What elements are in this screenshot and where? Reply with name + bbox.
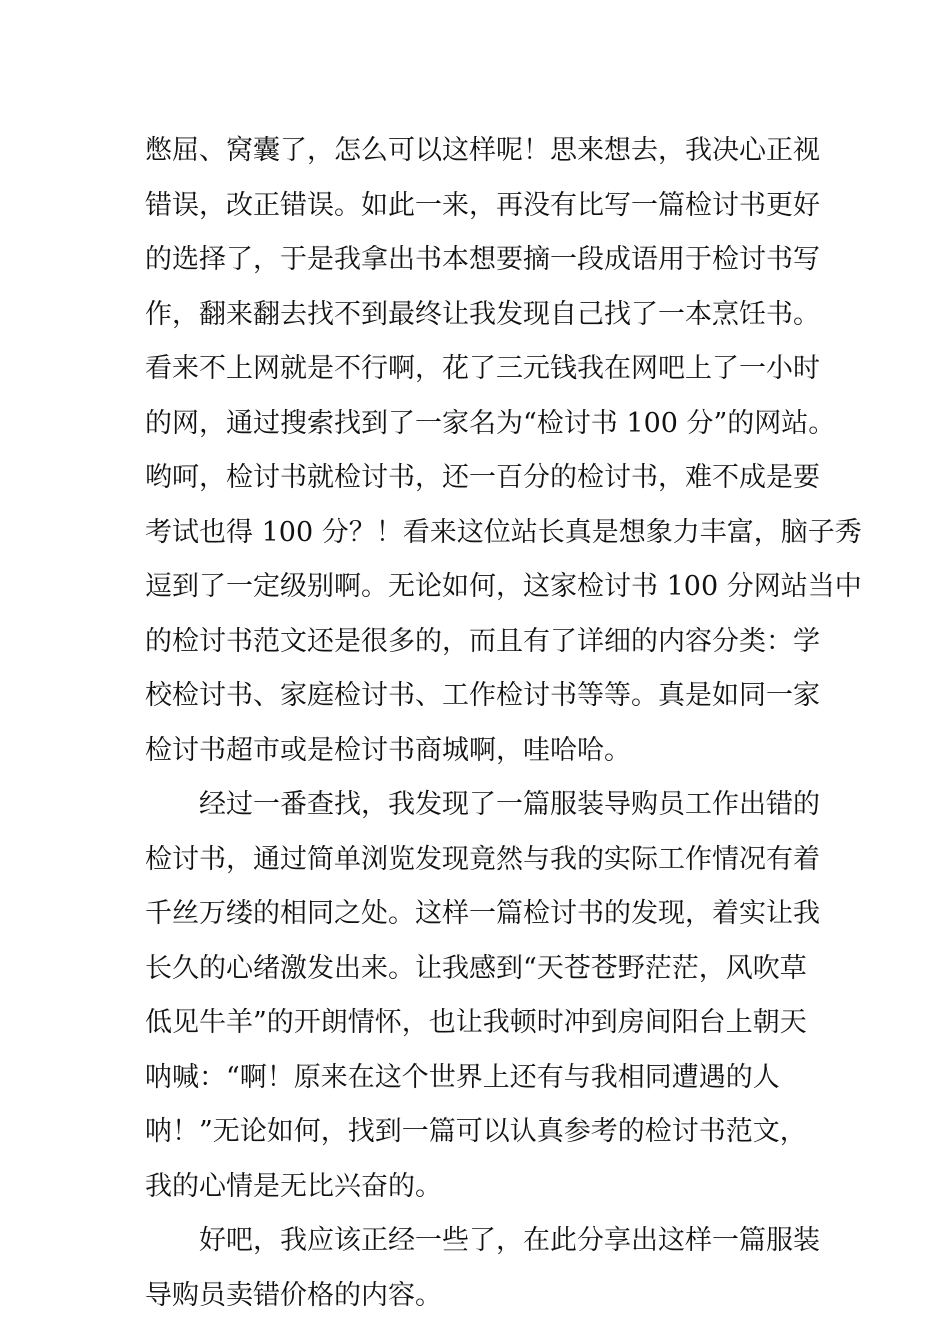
- text-line: 检讨书，通过简单浏览发现竟然与我的实际工作情况有着: [145, 843, 820, 875]
- document-body: [145, 124, 862, 1323]
- text-line: 呐喊：“啊！原来在这个世界上还有与我相同遭遇的人: [145, 1061, 780, 1093]
- text-line: 的网，通过搜索找到了一家名为“检讨书 100 分”的网站。: [145, 407, 836, 439]
- text-line: 检讨书超市或是检讨书商城啊，哇哈哈。: [145, 734, 631, 766]
- paragraph-2: [145, 778, 820, 1214]
- text-line: 长久的心绪激发出来。让我感到“天苍苍野茫茫，风吹草: [145, 952, 807, 984]
- text-line: 校检讨书、家庭检讨书、工作检讨书等等。真是如同一家: [145, 680, 820, 711]
- text-line: 逗到了一定级别啊。无论如何，这家检讨书 100 分网站当中: [145, 571, 862, 602]
- text-line: 考试也得 100 分？！看来这位站长真是想象力丰富，脑子秀: [145, 516, 862, 548]
- text-line: 憋屈、窝囊了，怎么可以这样呢！思来想去，我决心正视: [145, 135, 820, 166]
- text-line: 经过一番查找，我发现了一篇服装导购员工作出错的: [199, 789, 820, 820]
- text-line: 低见牛羊”的开朗情怀，也让我顿时冲到房间阳台上朝天: [145, 1007, 807, 1038]
- text-line: 看来不上网就是不行啊，花了三元钱我在网吧上了一小时: [145, 353, 820, 384]
- text-line: 哟呵，检讨书就检讨书，还一百分的检讨书，难不成是要: [145, 462, 820, 493]
- paragraph-3: [145, 1214, 820, 1323]
- text-line: 的选择了，于是我拿出书本想要摘一段成语用于检讨书写: [145, 244, 820, 275]
- text-line: 导购员卖错价格的内容。: [145, 1279, 442, 1311]
- text-line: 错误，改正错误。如此一来，再没有比写一篇检讨书更好: [145, 189, 820, 221]
- text-line: 作，翻来翻去找不到最终让我发现自己找了一本烹饪书。: [145, 298, 820, 330]
- text-line: 好吧，我应该正经一些了，在此分享出这样一篇服装: [199, 1225, 820, 1256]
- text-line: 千丝万缕的相同之处。这样一篇检讨书的发现，着实让我: [145, 898, 820, 929]
- text-line: 我的心情是无比兴奋的。: [145, 1170, 442, 1202]
- text-line: 呐！”无论如何，找到一篇可以认真参考的检讨书范文，: [145, 1116, 807, 1147]
- text-line: 的检讨书范文还是很多的，而且有了详细的内容分类：学: [145, 625, 820, 657]
- paragraph-1: [145, 124, 862, 778]
